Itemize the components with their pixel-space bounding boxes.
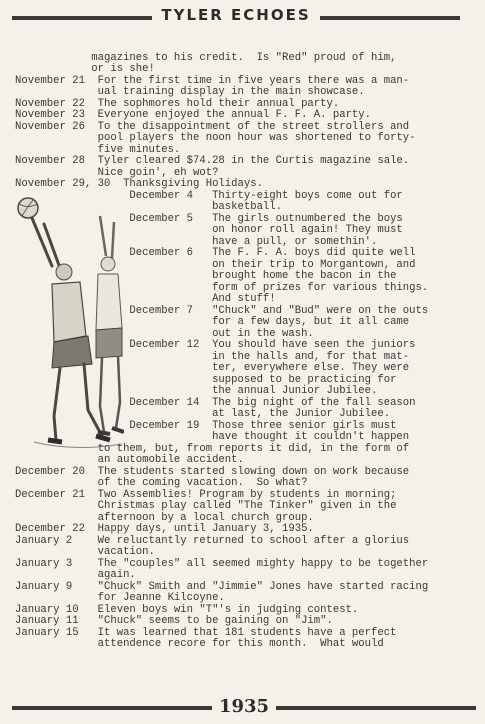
text-line: January 11 "Chuck" seems to be gaining on "Jim". — [15, 615, 333, 627]
text-line: the annual Junior Jubilee. — [15, 385, 378, 397]
text-line: January 10 Eleven boys win "T"'s in judging contest. — [15, 604, 359, 616]
text-line: supposed to be practicing for — [15, 374, 397, 386]
text-line: December 14 The big night of the fall season — [15, 397, 416, 409]
text-line: on their trip to Morgantown, and — [15, 259, 416, 271]
header-title: TYLER ECHOES — [161, 6, 311, 24]
text-line: Christmas play called "The Tinker" given in the — [15, 500, 397, 512]
text-line: January 3 The "couples" all seemed mighty happy to be together — [15, 558, 429, 570]
text-line: ter, everywhere else. They were — [15, 362, 410, 374]
text-line: attendence recore for this month. What would — [15, 638, 384, 650]
text-line: December 4 Thirty-eight boys come out for — [15, 190, 403, 202]
text-line: five minutes. — [15, 144, 181, 156]
text-line: December 6 The F. F. A. boys did quite well — [15, 247, 416, 259]
footer-year: 1935 — [218, 696, 270, 717]
text-line: basketball. — [15, 201, 283, 213]
text-line: form of prizes for various things. — [15, 282, 429, 294]
text-line: Nice goin', eh wot? — [15, 167, 219, 179]
text-line: for Jeanne Kilcoyne. — [15, 592, 225, 604]
text-line: November 29, 30 Thanksgiving Holidays. — [15, 178, 263, 190]
text-line: December 21 Two Assemblies! Program by students in morning; — [15, 489, 397, 501]
text-line: have thought it couldn't happen — [15, 431, 410, 443]
text-line: vacation. — [15, 546, 155, 558]
text-line: or is she! — [15, 63, 155, 75]
text-line: ual training display in the main showcase. — [15, 86, 365, 98]
text-line: have a pull, or somethin'. — [15, 236, 378, 248]
text-line: for a few days, but it all came — [15, 316, 410, 328]
text-line: brought home the bacon in the — [15, 270, 397, 282]
text-line: January 15 It was learned that 181 students have a perfect — [15, 627, 397, 639]
text-line: December 7 "Chuck" and "Bud" were on the outs — [15, 305, 429, 317]
text-line: of the coming vacation. So what? — [15, 477, 308, 489]
text-line: magazines to his credit. Is "Red" proud of him, — [15, 52, 397, 64]
text-line: December 19 Those three senior girls must — [15, 420, 397, 432]
text-line: January 9 "Chuck" Smith and "Jimmie" Jones have started racing — [15, 581, 429, 593]
header-rule-left — [12, 16, 152, 20]
text-line: December 5 The girls outnumbered the boys — [15, 213, 403, 225]
text-line: an automobile accident. — [15, 454, 244, 466]
text-line: out in the wash. — [15, 328, 314, 340]
footer-rule-left — [12, 706, 212, 710]
page-header — [0, 6, 485, 30]
header-rule-right — [320, 16, 460, 20]
text-line: at last, the Junior Jubilee. — [15, 408, 391, 420]
text-line: in the halls and, for that mat- — [15, 351, 410, 363]
text-line: afternoon by a local church group. — [15, 512, 314, 524]
page-footer — [0, 696, 485, 720]
text-line: pool players the noon hour was shortened to forty- — [15, 132, 416, 144]
text-line: December 12 You should have seen the juniors — [15, 339, 416, 351]
footer-rule-right — [276, 706, 476, 710]
text-line: And stuff! — [15, 293, 276, 305]
text-line: January 2 We reluctantly returned to school after a glorius — [15, 535, 410, 547]
text-line: November 21 For the first time in five years there was a man- — [15, 75, 410, 87]
text-line: December 20 The students started slowing down on work because — [15, 466, 410, 478]
text-line: November 28 Tyler cleared $74.28 in the Curtis magazine sale. — [15, 155, 410, 167]
text-line: November 23 Everyone enjoyed the annual F. F. A. party. — [15, 109, 372, 121]
text-line: November 22 The sophmores hold their annual party. — [15, 98, 340, 110]
text-line: again. — [15, 569, 136, 581]
text-line: November 26 To the disappointment of the street strollers and — [15, 121, 410, 133]
text-line: on honor roll again! They must — [15, 224, 403, 236]
text-line: to them, but, from reports it did, in the form of — [15, 443, 410, 455]
text-line: December 22 Happy days, until January 3, 1935. — [15, 523, 314, 535]
